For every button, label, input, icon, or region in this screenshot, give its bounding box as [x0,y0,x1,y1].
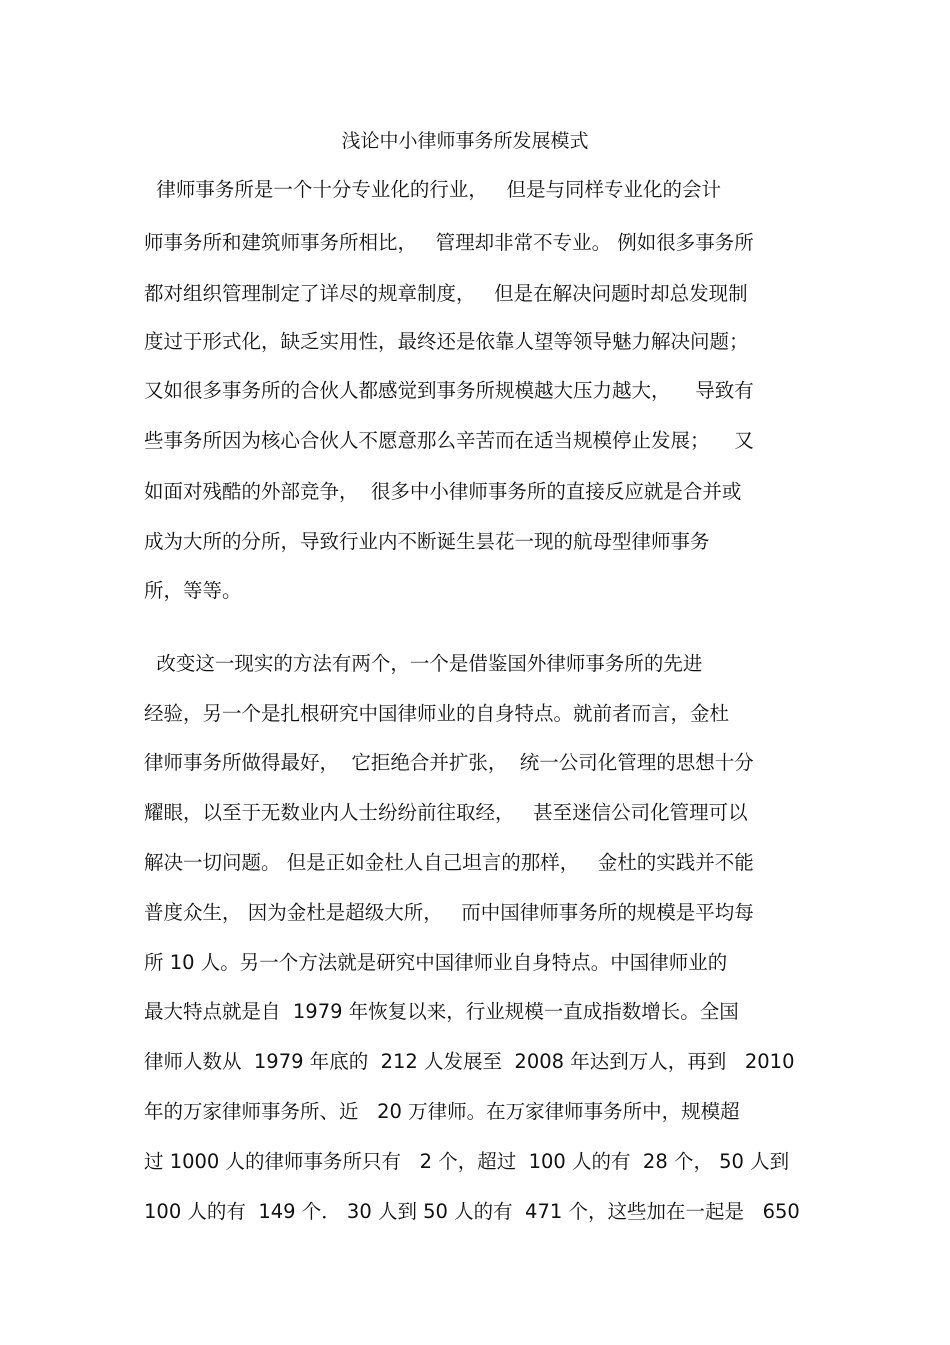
paragraph-2-line-5: 解决一切问题。 但是正如金杜人自己坦言的那样， 金杜的实践并不能 [144,851,754,874]
paragraph-2-line-6: 普度众生， 因为金杜是超级大所， 而中国律师事务所的规模是平均每 [144,901,754,924]
paragraph-2-line-9: 律师人数从 1979 年底的 212 人发展至 2008 年达到万人，再到 2010 [144,1050,795,1073]
paragraph-1-line-1: 律师事务所是一个十分专业化的行业， 但是与同样专业化的会计 [144,178,721,201]
paragraph-2-line-8: 最大特点就是自 1979 年恢复以来，行业规模一直成指数增长。全国 [144,1000,739,1023]
paragraph-2-line-10: 年的万家律师事务所、近 20 万律师。在万家律师事务所中，规模超 [144,1100,740,1123]
paragraph-1-line-7: 如面对残酷的外部竞争， 很多中小律师事务所的直接反应就是合并或 [144,480,742,503]
paragraph-2-line-4: 耀眼，以至于无数业内人士纷纷前往取经， 甚至迷信公司化管理可以 [144,801,748,824]
paragraph-2-line-12: 100 人的有 149 个． 30 人到 50 人的有 471 个，这些加在一起是 650 [144,1200,800,1223]
paragraph-1-line-2: 师事务所和建筑师事务所相比， 管理却非常不专业。 例如很多事务所 [144,231,754,254]
document-title: 浅论中小律师事务所发展模式 [341,130,589,152]
paragraph-1-line-3: 都对组织管理制定了详尽的规章制度， 但是在解决问题时却总发现制 [144,282,748,305]
paragraph-2-line-7: 所 10 人。另一个方法就是研究中国律师业自身特点。中国律师业的 [144,951,728,974]
paragraph-1-line-6: 些事务所因为核心合伙人不愿意那么辛苦而在适当规模停止发展； 又 [144,429,754,452]
paragraph-2-line-3: 律师事务所做得最好， 它拒绝合并扩张， 统一公司化管理的思想十分 [144,751,754,774]
paragraph-2-line-1: 改变这一现实的方法有两个，一个是借鉴国外律师事务所的先进 [144,652,703,675]
paragraph-2-line-11: 过 1000 人的律师事务所只有 2 个，超过 100 人的有 28 个， 50 人到 [144,1150,790,1173]
paragraph-1-line-8: 成为大所的分所，导致行业内不断诞生昙花一现的航母型律师事务 [144,530,710,553]
paragraph-1-line-4: 度过于形式化，缺乏实用性，最终还是依靠人望等领导魅力解决问题； [144,330,749,353]
paragraph-2-line-2: 经验，另一个是扎根研究中国律师业的自身特点。就前者而言，金杜 [144,702,730,725]
paragraph-1-line-5: 又如很多事务所的合伙人都感觉到事务所规模越大压力越大， 导致有 [144,379,754,402]
paragraph-1-line-9: 所，等等。 [144,579,242,602]
